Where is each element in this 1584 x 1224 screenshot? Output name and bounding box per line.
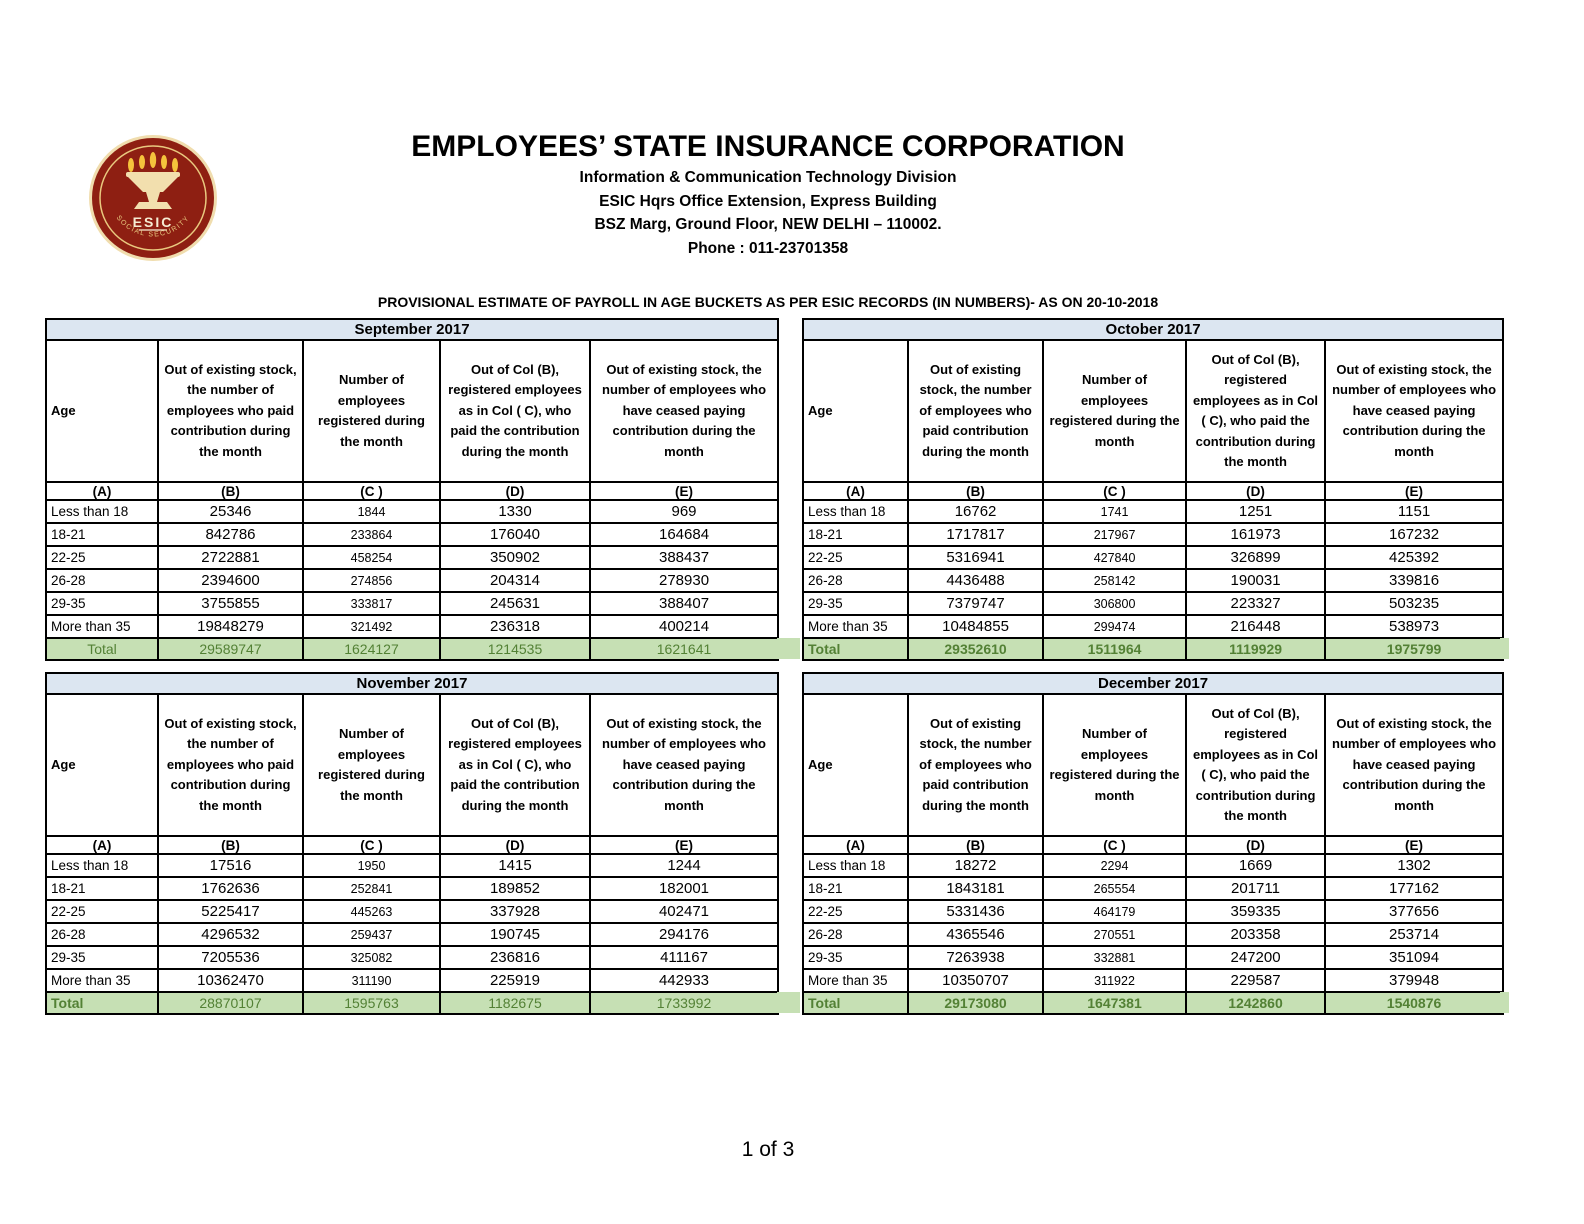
total-row-spill bbox=[777, 638, 800, 659]
column-header: Number of employees registered during the month bbox=[303, 340, 440, 482]
column-header: Out of existing stock, the number of employees who have ceased paying contribution during the month bbox=[590, 694, 778, 836]
value-cell: 229587 bbox=[1186, 969, 1325, 992]
column-letter: (D) bbox=[440, 836, 590, 854]
total-value: 1647381 bbox=[1043, 992, 1186, 1014]
table-row bbox=[46, 923, 778, 946]
value-cell: 176040 bbox=[440, 523, 590, 546]
value-cell: 359335 bbox=[1186, 900, 1325, 923]
value-cell: 332881 bbox=[1043, 946, 1186, 969]
age-cell: Less than 18 bbox=[803, 500, 908, 523]
column-header: Out of Col (B), registered employees as in Col ( C), who paid the contribution during the month bbox=[1186, 694, 1325, 836]
value-cell: 3755855 bbox=[158, 592, 303, 615]
header-row bbox=[46, 694, 778, 836]
total-row bbox=[46, 638, 778, 660]
value-cell: 969 bbox=[590, 500, 778, 523]
value-cell: 4365546 bbox=[908, 923, 1043, 946]
age-cell: 26-28 bbox=[46, 569, 158, 592]
total-value: 1733992 bbox=[590, 992, 778, 1014]
value-cell: 1302 bbox=[1325, 854, 1503, 877]
column-header: Out of existing stock, the number of employees who have ceased paying contribution during the month bbox=[590, 340, 778, 482]
total-value: 1595763 bbox=[303, 992, 440, 1014]
column-header: Out of existing stock, the number of employees who have ceased paying contribution during the month bbox=[1325, 340, 1503, 482]
total-label: Total bbox=[46, 638, 158, 660]
total-row-spill bbox=[1500, 638, 1509, 659]
value-cell: 10362470 bbox=[158, 969, 303, 992]
value-cell: 189852 bbox=[440, 877, 590, 900]
value-cell: 311190 bbox=[303, 969, 440, 992]
total-value: 29173080 bbox=[908, 992, 1043, 1014]
column-letter: (B) bbox=[908, 836, 1043, 854]
value-cell: 1844 bbox=[303, 500, 440, 523]
payroll-table bbox=[802, 318, 1504, 661]
age-cell: 22-25 bbox=[803, 546, 908, 569]
age-cell: Less than 18 bbox=[803, 854, 908, 877]
age-cell: 29-35 bbox=[803, 592, 908, 615]
value-cell: 337928 bbox=[440, 900, 590, 923]
value-cell: 464179 bbox=[1043, 900, 1186, 923]
value-cell: 400214 bbox=[590, 615, 778, 638]
column-header: Out of Col (B), registered employees as in Col ( C), who paid the contribution during the month bbox=[440, 694, 590, 836]
table-row bbox=[803, 877, 1503, 900]
value-cell: 19848279 bbox=[158, 615, 303, 638]
payroll-table bbox=[45, 318, 779, 661]
value-cell: 1843181 bbox=[908, 877, 1043, 900]
letter-row bbox=[803, 836, 1503, 854]
column-header: Number of employees registered during the month bbox=[303, 694, 440, 836]
value-cell: 388407 bbox=[590, 592, 778, 615]
total-value: 1242860 bbox=[1186, 992, 1325, 1014]
value-cell: 1741 bbox=[1043, 500, 1186, 523]
age-cell: 26-28 bbox=[803, 923, 908, 946]
total-row-spill bbox=[777, 992, 800, 1013]
value-cell: 2722881 bbox=[158, 546, 303, 569]
value-cell: 5225417 bbox=[158, 900, 303, 923]
column-letter: (C ) bbox=[303, 482, 440, 500]
page-number: 1 of 3 bbox=[741, 1138, 795, 1161]
value-cell: 7263938 bbox=[908, 946, 1043, 969]
column-letter: (B) bbox=[158, 836, 303, 854]
age-cell: 18-21 bbox=[46, 877, 158, 900]
total-row bbox=[803, 638, 1503, 660]
table-row bbox=[46, 546, 778, 569]
column-header: Out of existing stock, the number of employees who paid contribution during the month bbox=[908, 340, 1043, 482]
value-cell: 842786 bbox=[158, 523, 303, 546]
value-cell: 10350707 bbox=[908, 969, 1043, 992]
table-row bbox=[46, 854, 778, 877]
value-cell: 325082 bbox=[303, 946, 440, 969]
age-cell: 29-35 bbox=[46, 592, 158, 615]
header-row bbox=[803, 694, 1503, 836]
table-row bbox=[803, 569, 1503, 592]
value-cell: 233864 bbox=[303, 523, 440, 546]
value-cell: 321492 bbox=[303, 615, 440, 638]
value-cell: 225919 bbox=[440, 969, 590, 992]
month-row bbox=[803, 319, 1503, 340]
age-cell: 18-21 bbox=[803, 523, 908, 546]
table-october-2017 bbox=[802, 318, 1504, 661]
payroll-table bbox=[802, 672, 1504, 1015]
value-cell: 245631 bbox=[440, 592, 590, 615]
value-cell: 274856 bbox=[303, 569, 440, 592]
value-cell: 503235 bbox=[1325, 592, 1503, 615]
value-cell: 16762 bbox=[908, 500, 1043, 523]
letter-row bbox=[803, 482, 1503, 500]
column-header: Out of existing stock, the number of employees who paid contribution during the month bbox=[908, 694, 1043, 836]
value-cell: 350902 bbox=[440, 546, 590, 569]
value-cell: 445263 bbox=[303, 900, 440, 923]
letterhead bbox=[0, 128, 1536, 260]
total-value: 28870107 bbox=[158, 992, 303, 1014]
tables-row-bottom bbox=[45, 672, 1504, 1015]
value-cell: 2394600 bbox=[158, 569, 303, 592]
value-cell: 402471 bbox=[590, 900, 778, 923]
header-row bbox=[46, 340, 778, 482]
value-cell: 177162 bbox=[1325, 877, 1503, 900]
value-cell: 25346 bbox=[158, 500, 303, 523]
column-letter: (D) bbox=[1186, 836, 1325, 854]
table-row bbox=[803, 500, 1503, 523]
letter-row bbox=[46, 836, 778, 854]
age-cell: 26-28 bbox=[803, 569, 908, 592]
org-phone: Phone : 011-23701358 bbox=[687, 239, 849, 257]
table-row bbox=[803, 615, 1503, 638]
age-cell: 29-35 bbox=[46, 946, 158, 969]
value-cell: 1950 bbox=[303, 854, 440, 877]
table-row bbox=[46, 900, 778, 923]
table-row bbox=[803, 592, 1503, 615]
column-letter: (D) bbox=[1186, 482, 1325, 500]
table-row bbox=[803, 523, 1503, 546]
month-header: October 2017 bbox=[803, 319, 1503, 340]
total-value: 29589747 bbox=[158, 638, 303, 660]
value-cell: 270551 bbox=[1043, 923, 1186, 946]
value-cell: 425392 bbox=[1325, 546, 1503, 569]
column-header: Age bbox=[46, 340, 158, 482]
value-cell: 216448 bbox=[1186, 615, 1325, 638]
total-value: 1511964 bbox=[1043, 638, 1186, 660]
value-cell: 259437 bbox=[303, 923, 440, 946]
value-cell: 7379747 bbox=[908, 592, 1043, 615]
column-header: Number of employees registered during the month bbox=[1043, 340, 1186, 482]
value-cell: 379948 bbox=[1325, 969, 1503, 992]
column-header: Out of Col (B), registered employees as in Col ( C), who paid the contribution during the month bbox=[1186, 340, 1325, 482]
value-cell: 5316941 bbox=[908, 546, 1043, 569]
value-cell: 17516 bbox=[158, 854, 303, 877]
value-cell: 442933 bbox=[590, 969, 778, 992]
month-header: September 2017 bbox=[46, 319, 778, 340]
table-row bbox=[803, 946, 1503, 969]
value-cell: 204314 bbox=[440, 569, 590, 592]
value-cell: 265554 bbox=[1043, 877, 1186, 900]
logo-abbr: ESIC bbox=[132, 214, 174, 230]
column-header: Age bbox=[803, 340, 908, 482]
header-row bbox=[803, 340, 1503, 482]
table-row bbox=[46, 569, 778, 592]
column-letter: (C ) bbox=[1043, 836, 1186, 854]
table-row bbox=[46, 500, 778, 523]
value-cell: 326899 bbox=[1186, 546, 1325, 569]
value-cell: 538973 bbox=[1325, 615, 1503, 638]
month-row bbox=[803, 673, 1503, 694]
age-cell: 22-25 bbox=[46, 546, 158, 569]
table-row bbox=[46, 946, 778, 969]
age-cell: 18-21 bbox=[803, 877, 908, 900]
table-november-2017 bbox=[45, 672, 779, 1015]
value-cell: 333817 bbox=[303, 592, 440, 615]
value-cell: 253714 bbox=[1325, 923, 1503, 946]
total-value: 1975799 bbox=[1325, 638, 1503, 660]
logo-arc-text: SOCIAL SECURITY bbox=[114, 214, 192, 239]
value-cell: 411167 bbox=[590, 946, 778, 969]
age-cell: More than 35 bbox=[803, 969, 908, 992]
value-cell: 306800 bbox=[1043, 592, 1186, 615]
value-cell: 167232 bbox=[1325, 523, 1503, 546]
value-cell: 1244 bbox=[590, 854, 778, 877]
value-cell: 223327 bbox=[1186, 592, 1325, 615]
table-september-2017 bbox=[45, 318, 779, 661]
value-cell: 1151 bbox=[1325, 500, 1503, 523]
value-cell: 4296532 bbox=[158, 923, 303, 946]
value-cell: 217967 bbox=[1043, 523, 1186, 546]
column-letter: (A) bbox=[803, 482, 908, 500]
value-cell: 182001 bbox=[590, 877, 778, 900]
age-cell: 22-25 bbox=[46, 900, 158, 923]
column-header: Out of Col (B), registered employees as in Col ( C), who paid the contribution during the month bbox=[440, 340, 590, 482]
column-letter: (C ) bbox=[1043, 482, 1186, 500]
age-cell: 18-21 bbox=[46, 523, 158, 546]
column-header: Out of existing stock, the number of employees who paid contribution during the month bbox=[158, 694, 303, 836]
table-row bbox=[46, 615, 778, 638]
total-value: 29352610 bbox=[908, 638, 1043, 660]
total-row-spill bbox=[1500, 992, 1509, 1013]
column-letter: (E) bbox=[1325, 836, 1503, 854]
value-cell: 278930 bbox=[590, 569, 778, 592]
total-label: Total bbox=[803, 992, 908, 1014]
column-letter: (D) bbox=[440, 482, 590, 500]
table-row bbox=[46, 877, 778, 900]
value-cell: 252841 bbox=[303, 877, 440, 900]
value-cell: 458254 bbox=[303, 546, 440, 569]
column-header: Out of existing stock, the number of employees who paid contribution during the month bbox=[158, 340, 303, 482]
month-row bbox=[46, 673, 778, 694]
org-title: EMPLOYEES’ STATE INSURANCE CORPORATION bbox=[411, 130, 1125, 163]
value-cell: 18272 bbox=[908, 854, 1043, 877]
table-row bbox=[803, 923, 1503, 946]
total-label: Total bbox=[803, 638, 908, 660]
table-december-2017 bbox=[802, 672, 1504, 1015]
column-letter: (A) bbox=[46, 836, 158, 854]
report-title: PROVISIONAL ESTIMATE OF PAYROLL IN AGE BUCKETS AS PER ESIC RECORDS (IN NUMBERS)- AS ON 20-10-2018 bbox=[377, 294, 1159, 310]
table-row bbox=[803, 546, 1503, 569]
total-value: 1119929 bbox=[1186, 638, 1325, 660]
column-letter: (B) bbox=[908, 482, 1043, 500]
value-cell: 299474 bbox=[1043, 615, 1186, 638]
column-letter: (B) bbox=[158, 482, 303, 500]
column-letter: (A) bbox=[46, 482, 158, 500]
value-cell: 294176 bbox=[590, 923, 778, 946]
payroll-table bbox=[45, 672, 779, 1015]
column-header: Number of employees registered during the month bbox=[1043, 694, 1186, 836]
column-header: Out of existing stock, the number of employees who have ceased paying contribution during the month bbox=[1325, 694, 1503, 836]
age-cell: More than 35 bbox=[46, 969, 158, 992]
value-cell: 427840 bbox=[1043, 546, 1186, 569]
value-cell: 339816 bbox=[1325, 569, 1503, 592]
age-cell: 29-35 bbox=[803, 946, 908, 969]
value-cell: 4436488 bbox=[908, 569, 1043, 592]
value-cell: 236816 bbox=[440, 946, 590, 969]
total-row bbox=[46, 992, 778, 1014]
age-cell: Less than 18 bbox=[46, 854, 158, 877]
value-cell: 190745 bbox=[440, 923, 590, 946]
total-value: 1624127 bbox=[303, 638, 440, 660]
value-cell: 351094 bbox=[1325, 946, 1503, 969]
value-cell: 190031 bbox=[1186, 569, 1325, 592]
value-cell: 161973 bbox=[1186, 523, 1325, 546]
column-letter: (E) bbox=[590, 836, 778, 854]
column-header: Age bbox=[46, 694, 158, 836]
total-value: 1621641 bbox=[590, 638, 778, 660]
letter-row bbox=[46, 482, 778, 500]
table-row bbox=[803, 969, 1503, 992]
month-row bbox=[46, 319, 778, 340]
value-cell: 2294 bbox=[1043, 854, 1186, 877]
table-row bbox=[46, 969, 778, 992]
age-cell: Less than 18 bbox=[46, 500, 158, 523]
value-cell: 236318 bbox=[440, 615, 590, 638]
total-label: Total bbox=[46, 992, 158, 1014]
table-row bbox=[803, 900, 1503, 923]
table-row bbox=[46, 523, 778, 546]
value-cell: 10484855 bbox=[908, 615, 1043, 638]
value-cell: 164684 bbox=[590, 523, 778, 546]
value-cell: 5331436 bbox=[908, 900, 1043, 923]
month-header: December 2017 bbox=[803, 673, 1503, 694]
month-header: November 2017 bbox=[46, 673, 778, 694]
value-cell: 377656 bbox=[1325, 900, 1503, 923]
total-row bbox=[803, 992, 1503, 1014]
value-cell: 247200 bbox=[1186, 946, 1325, 969]
value-cell: 1330 bbox=[440, 500, 590, 523]
age-cell: More than 35 bbox=[46, 615, 158, 638]
column-letter: (C ) bbox=[303, 836, 440, 854]
age-cell: More than 35 bbox=[803, 615, 908, 638]
column-letter: (E) bbox=[590, 482, 778, 500]
column-letter: (E) bbox=[1325, 482, 1503, 500]
column-header: Age bbox=[803, 694, 908, 836]
value-cell: 1669 bbox=[1186, 854, 1325, 877]
value-cell: 258142 bbox=[1043, 569, 1186, 592]
value-cell: 203358 bbox=[1186, 923, 1325, 946]
value-cell: 1717817 bbox=[908, 523, 1043, 546]
value-cell: 1762636 bbox=[158, 877, 303, 900]
table-row bbox=[46, 592, 778, 615]
org-address: BSZ Marg, Ground Floor, NEW DELHI – 110002. bbox=[594, 216, 942, 233]
total-value: 1182675 bbox=[440, 992, 590, 1014]
tables-row-top bbox=[45, 318, 1504, 661]
org-division: Information & Communication Technology Division bbox=[579, 169, 957, 186]
value-cell: 311922 bbox=[1043, 969, 1186, 992]
total-value: 1540876 bbox=[1325, 992, 1503, 1014]
total-value: 1214535 bbox=[440, 638, 590, 660]
org-office: ESIC Hqrs Office Extension, Express Building bbox=[599, 192, 937, 210]
column-letter: (A) bbox=[803, 836, 908, 854]
value-cell: 7205536 bbox=[158, 946, 303, 969]
value-cell: 1415 bbox=[440, 854, 590, 877]
value-cell: 1251 bbox=[1186, 500, 1325, 523]
age-cell: 22-25 bbox=[803, 900, 908, 923]
age-cell: 26-28 bbox=[46, 923, 158, 946]
value-cell: 201711 bbox=[1186, 877, 1325, 900]
table-row bbox=[803, 854, 1503, 877]
value-cell: 388437 bbox=[590, 546, 778, 569]
